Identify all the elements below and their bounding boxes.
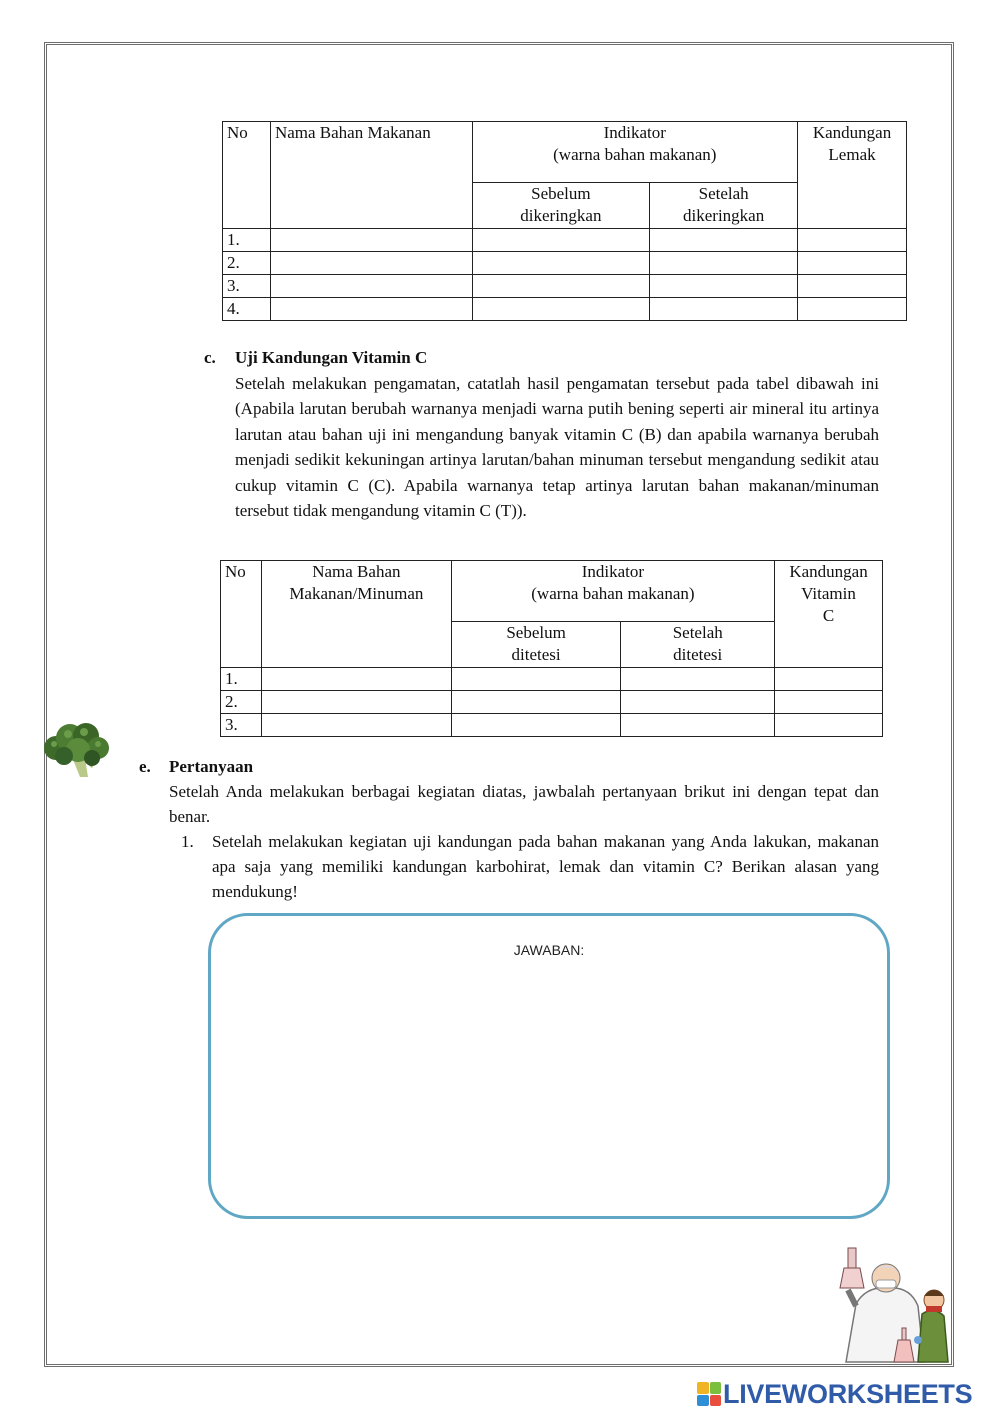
cell-nama[interactable] [270, 298, 472, 321]
section-title: Pertanyaan [169, 757, 254, 776]
cell-kandungan[interactable] [798, 229, 907, 252]
table-row [221, 691, 883, 714]
cell-setelah[interactable] [621, 668, 775, 691]
header-indikator: Indikator (warna bahan makanan) [451, 561, 774, 622]
cell-kandungan[interactable] [775, 714, 883, 737]
table-row [223, 229, 907, 252]
cell-sebelum[interactable] [451, 714, 621, 737]
cell-kandungan[interactable] [775, 691, 883, 714]
row-number: 1. [223, 229, 271, 252]
cell-nama[interactable] [261, 668, 451, 691]
question-number: 1. [181, 832, 194, 851]
header-sebelum: Sebelum ditetesi [451, 622, 621, 668]
section-intro: Setelah Anda melakukan berbagai kegiatan diatas, jawbalah pertanyaan brikut ini dengan tepat dan benar. [169, 782, 879, 826]
cell-sebelum[interactable] [472, 298, 650, 321]
answer-box[interactable] [208, 913, 890, 1219]
cell-setelah[interactable] [621, 691, 775, 714]
cell-kandungan[interactable] [775, 668, 883, 691]
section-letter: e. [139, 757, 151, 776]
section-pertanyaan [139, 754, 879, 904]
cell-setelah[interactable] [621, 714, 775, 737]
liveworksheets-brand [697, 1379, 972, 1409]
cell-nama[interactable] [270, 229, 472, 252]
cell-nama[interactable] [261, 714, 451, 737]
question-item [181, 829, 879, 904]
section-letter: c. [204, 348, 216, 367]
cell-setelah[interactable] [650, 229, 798, 252]
cell-setelah[interactable] [650, 275, 798, 298]
cell-kandungan[interactable] [798, 298, 907, 321]
table-row [223, 252, 907, 275]
cell-kandungan[interactable] [798, 252, 907, 275]
header-no: No [221, 561, 262, 668]
header-nama: Nama Bahan Makanan/Minuman [261, 561, 451, 668]
row-number: 1. [221, 668, 262, 691]
table-row [221, 714, 883, 737]
broccoli-illustration [40, 722, 112, 780]
header-no: No [223, 122, 271, 229]
cell-sebelum[interactable] [451, 691, 621, 714]
row-number: 2. [221, 691, 262, 714]
header-sebelum: Sebelum dikeringkan [472, 183, 650, 229]
cell-kandungan[interactable] [798, 275, 907, 298]
scientist-illustration [826, 1244, 954, 1372]
row-number: 2. [223, 252, 271, 275]
section-paragraph: Setelah melakukan pengamatan, catatlah hasil pengamatan tersebut pada tabel dibawah ini (Apabila larutan berubah warnanya menjadi warna putih bening seperti air mineral itu artinya larutan atau bahan uji ini mengandung banyak vitamin C (B) dan apabila warnanya berubah menjadi sedikit kekuningan artinya larutan/bahan minuman tersebut mengandung sedikit atau cukup vitamin C (C). Apabila warnanya tetap artinya larutan bahan makanan/minuman tersebut tidak mengandung vitamin C (T)). [235, 373, 879, 520]
section-heading [139, 754, 879, 779]
section-title: Uji Kandungan Vitamin C [235, 348, 428, 367]
cell-sebelum[interactable] [472, 275, 650, 298]
vitamin-c-table [220, 560, 883, 737]
cell-setelah[interactable] [650, 252, 798, 275]
cell-sebelum[interactable] [472, 252, 650, 275]
header-kandungan: Kandungan Vitamin C [775, 561, 883, 668]
table-row [221, 668, 883, 691]
header-setelah: Setelah dikeringkan [650, 183, 798, 229]
cell-nama[interactable] [261, 691, 451, 714]
header-kandungan: Kandungan Lemak [798, 122, 907, 229]
cell-nama[interactable] [270, 275, 472, 298]
cell-setelah[interactable] [650, 298, 798, 321]
table-row [223, 275, 907, 298]
brand-text: LIVEWORKSHEETS [723, 1378, 973, 1409]
liveworksheets-logo-icon [697, 1382, 721, 1406]
header-nama: Nama Bahan Makanan [270, 122, 472, 229]
section-vitamin-c [204, 345, 879, 524]
row-number: 4. [223, 298, 271, 321]
answer-label: JAWABAN: [513, 942, 585, 958]
question-text: Setelah melakukan kegiatan uji kandungan pada bahan makanan yang Anda lakukan, makanan apa saja yang memiliki kandungan karbohirat, lemak dan vitamin C? Berikan alasan yang mendukung! [212, 832, 879, 901]
header-setelah: Setelah ditetesi [621, 622, 775, 668]
header-indikator: Indikator (warna bahan makanan) [472, 122, 798, 183]
section-heading [204, 345, 879, 371]
fat-content-table [222, 121, 907, 321]
table-row [223, 298, 907, 321]
row-number: 3. [223, 275, 271, 298]
cell-sebelum[interactable] [472, 229, 650, 252]
cell-sebelum[interactable] [451, 668, 621, 691]
row-number: 3. [221, 714, 262, 737]
cell-nama[interactable] [270, 252, 472, 275]
